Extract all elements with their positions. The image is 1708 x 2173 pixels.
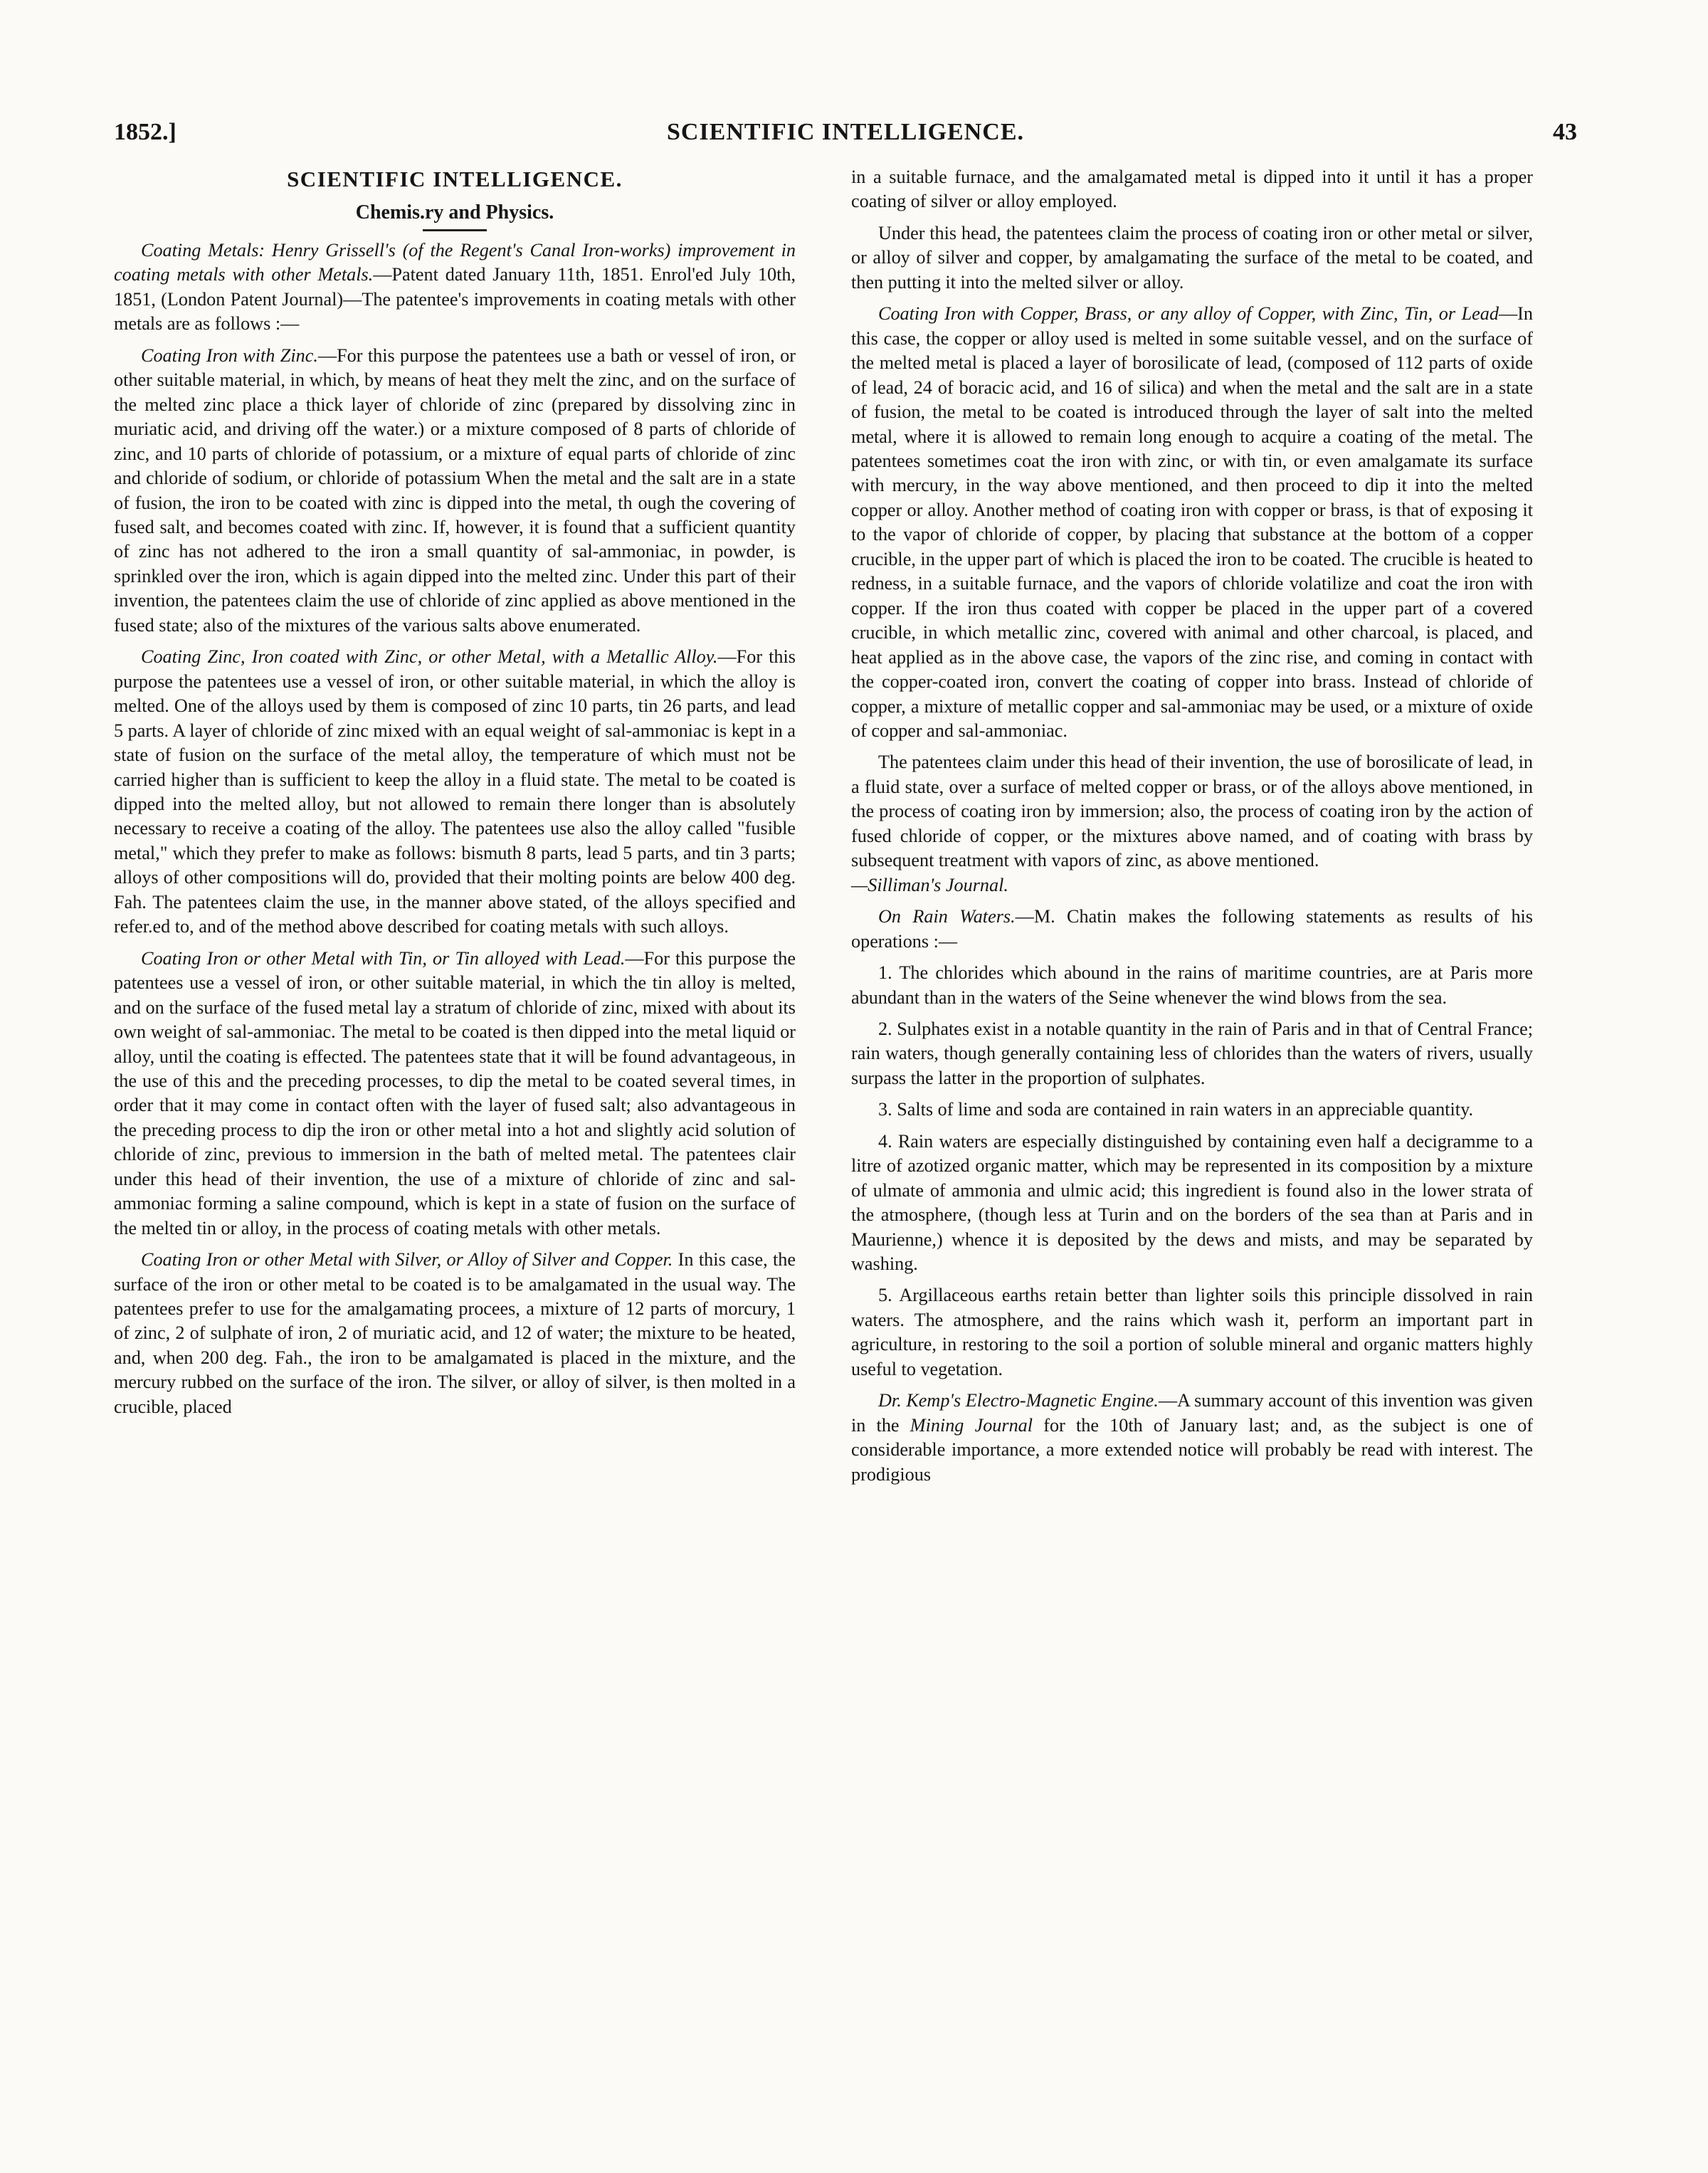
paragraph-silver-claim: Under this head, the patentees claim the process of coating iron or other metal or silver, or alloy of silver and copper, by amalgamating the surface of the metal to be coated, and then putting it into the melted silver or alloy. xyxy=(851,222,1533,293)
article-heading: SCIENTIFIC INTELLIGENCE. xyxy=(287,167,623,191)
paragraph-body: —M. Chatin makes the following statements as results of his operations :— xyxy=(851,906,1533,952)
paragraph-kemp-engine xyxy=(851,1389,1533,1487)
paragraph-title: Dr. Kemp's Electro-Magnetic Engine. xyxy=(878,1390,1159,1411)
paragraph-silver-continued: in a suitable furnace, and the amalgamated metal is dipped into it until it has a proper coating of silver or alloy employed. xyxy=(851,167,1533,212)
paragraph-copper-brass xyxy=(851,302,1533,743)
section-rule xyxy=(423,229,487,231)
paragraph-body: —For this purpose the patentees use a vessel of iron, or other suitable material, in which the alloy is melted. One of the alloys used by them is composed of zinc 10 parts, tin 26 parts, and lead 5 parts. A layer of chloride of zinc mixed with an equal weight of sal-ammoniac is kept in a state of fusion on the surface of the metal alloy, the temperature of which must not be carried higher than is sufficient to keep the alloy in a fluid state. The metal to be coated is dipped into the melted alloy, but not allowed to remain there longer than is absolutely necessary to receive a coating of the alloy. The patentees use also the alloy called "fusible metal," which they prefer to make as follows: bismuth 8 parts, lead 5 parts, and tin 3 parts; alloys of other compositions will do, provided that their molting points are below 400 deg. Fah. The patentees claim the use, in the manner above stated, of the alloys specified and refer.ed to, and of the method above described for coating metals with such alloys. xyxy=(114,646,796,937)
paragraph-body: —In this case, the copper or alloy used is melted in some suitable vessel, and on the surface of the melted metal is placed a layer of borosilicate of lead, (composed of 112 parts of oxide of lead, 24 of boracic acid, and 16 of silica) and when the metal and the salt are in a state of fusion, the metal to be coated is introduced through the layer of salt into the melted metal, where it is allowed to remain long enough to acquire a coating of the metal. The patentees sometimes coat the iron with zinc, or with tin, or even amalgamate its surface with mercury, in the way above mentioned, and then proceed to dip it into the melted copper or alloy. Another method of coating iron with copper or brass, is that of exposing it to the vapor of chloride of copper, by placing that substance at the bottom of a copper crucible, in the upper part of which is placed the iron to be coated. The crucible is heated to redness, in a suitable furnace, and the vapors of chloride volatilize and coat the iron with copper. If the iron thus coated with copper be placed in the upper part of a covered crucible, in which metallic zinc, covered with animal and other charcoal, is placed, and heat applied as in the above case, the vapors of the zinc rise, and coming in contact with the copper-coated iron, convert the coating of copper into brass. Instead of chloride of copper, a mixture of metallic copper and sal-ammoniac may be used, or a mixture of oxide of copper and sal-ammoniac. xyxy=(851,303,1533,741)
paragraph-body: —For this purpose the patentees use a vessel of iron, or other suitable material, in which the tin alloy is melted, and on the surface of the fused metal lay a stratum of chloride of zinc, mixed with about its own weight of sal-ammoniac. The metal to be coated is then dipped into the metal liquid or alloy, until the coating is effected. The patentees state that it will be found advantageous, in the use of this and the preceding processes, to dip the metal to be coated several times, in order that it may come in contact often with the layer of fused salt; also advantageous in the preceding process to dip the iron or other metal into a hot and slightly acid solution of chloride of zinc, previous to immersion in the bath of melted metal. The patentees clair under this head of their invention, the use of a mixture of chloride of zinc and sal-ammoniac forming a saline compound, which is kept in a state of fusion on the surface of the melted tin or alloy, in the process of coating metals with other metals. xyxy=(114,947,796,1238)
paragraph-title: Coating Iron with Copper, Brass, or any alloy of Copper, with Zinc, Tin, or Lead xyxy=(878,303,1499,325)
left-column xyxy=(114,165,796,1426)
paragraph-zinc-alloy xyxy=(114,645,796,939)
paragraph-body: The patentees claim under this head of their invention, the use of borosilicate of lead, in a fluid state, over a surface of melted copper or brass, or of the alloys above mentioned, in the process of coating iron by immersion; also, the process of coating iron by the action of fused chloride of copper, or the mixtures above named, and of coating with brass by subsequent treatment with vapors of zinc, as above mentioned. xyxy=(851,752,1533,871)
list-item: 5. Argillaceous earths retain better than lighter soils this principle dissolved in rain waters. The atmosphere, and the rains which wash it, perform an important part in agriculture, in restoring to the soil a portion of soluble mineral and organic matters highly useful to vegetation. xyxy=(851,1285,1533,1379)
section-heading: Chemis.ry and Physics. xyxy=(355,201,554,223)
paragraph-copper-claim xyxy=(851,750,1533,898)
paragraph-silver xyxy=(114,1248,796,1419)
header-year: 1852.] xyxy=(114,119,176,145)
paragraph-body: In this case, the surface of the iron or other metal to be coated is to be amalgamated in the usual way. The patentees prefer to use for the amalgamating procees, a mixture of 12 parts of morcury, 1 of zinc, 2 of sulphate of iron, 2 of muriatic acid, and 12 of water; the mixture to be heated, and, when 200 deg. Fah., the iron to be amalgamated is placed in the mixture, and the mercury rubbed on the surface of the iron. The silver, or alloy of silver, is then molted in a crucible, placed xyxy=(114,1249,796,1417)
running-head xyxy=(114,112,1577,152)
paragraph-title: Coating Metals: Henry Grissell's (of the Regent's Canal Iron-works) improvement in coating metals with other Metals. xyxy=(114,240,796,285)
journal-name: Mining Journal xyxy=(910,1414,1033,1436)
paragraph-tin xyxy=(114,947,796,1241)
right-column xyxy=(851,165,1533,1494)
list-item: 1. The chlorides which abound in the rains of maritime countries, are at Paris more abundant than in the waters of the Seine whenever the wind blows from the sea. xyxy=(851,962,1533,1008)
paragraph-rain-waters xyxy=(851,905,1533,954)
list-item: 2. Sulphates exist in a notable quantity in the rain of Paris and in that of Central France; rain waters, though generally containing less of chlorides than the waters of rivers, usually surpass the latter in the proportion of sulphates. xyxy=(851,1018,1533,1088)
page-number: 43 xyxy=(1553,119,1577,145)
paragraph-title: Coating Iron with Zinc. xyxy=(141,344,318,366)
paragraph-title: Coating Iron or other Metal with Tin, or Tin alloyed with Lead. xyxy=(141,947,626,969)
paragraph-body: for the 10th of January last; and, as the subject is one of considerable importance, a more extended notice will probably be read with interest. The prodigious xyxy=(851,1414,1533,1485)
paragraph-title: Coating Iron or other Metal with Silver, or Alloy of Silver and Copper. xyxy=(141,1249,673,1270)
header-title: SCIENTIFIC INTELLIGENCE. xyxy=(666,119,1025,145)
paragraph-title: On Rain Waters. xyxy=(878,906,1016,927)
paragraph-body: —For this purpose the patentees use a bath or vessel of iron, or other suitable material, in which, by means of heat they melt the zinc, and on the surface of the melted zinc place a thick layer of chloride of zinc (prepared by dissolving zinc in muriatic acid, and driving off the water.) or a mixture composed of 8 parts of chloride of zinc, and 10 parts of chloride of potassium, or a mixture of equal parts of chloride of zinc and chloride of sodium, or chloride of potassium When the metal and the salt are in a state of fusion, the iron to be coated with zinc is dipped into the metal, th ough the covering of fused salt, and becomes coated with zinc. If, however, it is found that a sufficient quantity of zinc has not adhered to the iron a small quantity of sal-ammoniac, in powder, is sprinkled over the iron, which is again dipped into the melted zinc. Under this part of their invention, the patentees claim the use of chloride of zinc applied as above mentioned in the fused state; also of the mixtures of the various salts above enumerated. xyxy=(114,344,796,636)
paragraph-title: Coating Zinc, Iron coated with Zinc, or other Metal, with a Metallic Alloy. xyxy=(141,646,718,668)
paragraph-coating-metals xyxy=(114,238,796,337)
list-item: 4. Rain waters are especially distinguished by containing even half a decigramme to a litre of azotized organic matter, which may be represented in its composition by a mixture of ulmate of ammonia and ulmic acid; this ingredient is found also in the lower strata of the atmosphere, (though less at Turin and on the borders of the sea than at Paris and in Maurienne,) whence it is deposited by the dews and mists, and may be separated by washing. xyxy=(851,1130,1533,1275)
paragraph-body: —A summary account of this invention was given in the xyxy=(851,1390,1534,1436)
list-item: 3. Salts of lime and soda are contained in rain waters in an appreciable quantity. xyxy=(878,1099,1474,1120)
paragraph-body: —Patent dated January 11th, 1851. Enrol'ed July 10th, 1851, (London Patent Journal)—The patentee's improvements in coating metals with other metals are as follows :— xyxy=(114,264,796,335)
paragraph-iron-with-zinc xyxy=(114,344,796,638)
source-citation: —Silliman's Journal. xyxy=(851,874,1008,895)
